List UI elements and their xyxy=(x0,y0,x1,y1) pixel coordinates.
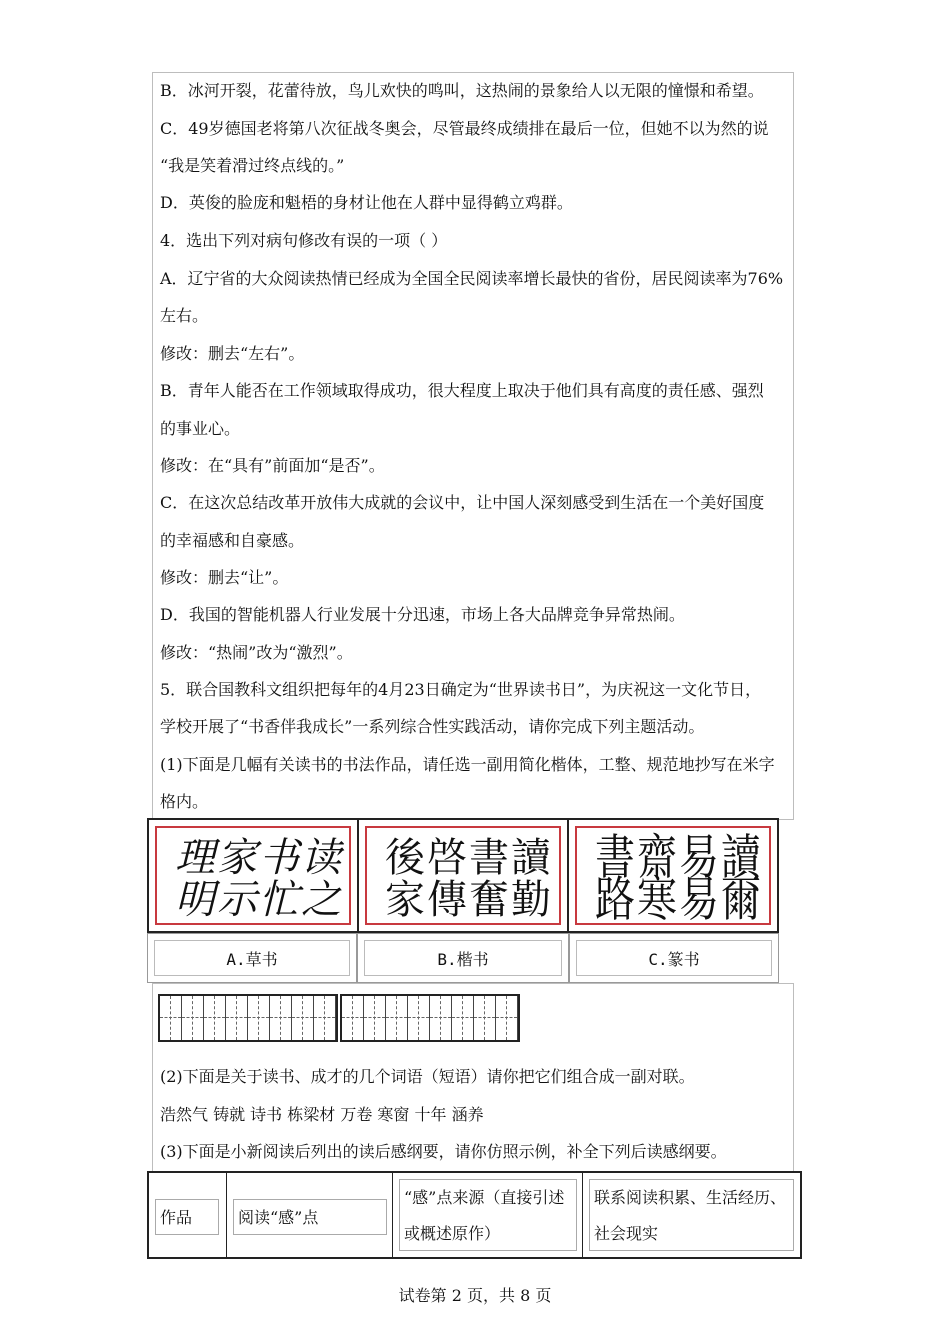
calligraphy-caoshu xyxy=(147,818,359,933)
reading-outline-table xyxy=(147,1171,802,1259)
col-source-line-2: 或概述原作） xyxy=(404,1224,501,1243)
col-connect-line-1: 联系阅读积累、生活经历、 xyxy=(594,1188,787,1207)
option-d-line: D．英俊的脸庞和魁梧的身材让他在人群中显得鹤立鸡群。 xyxy=(160,193,573,212)
q5-part1-cont: 格内。 xyxy=(160,792,209,811)
grid-cell[interactable] xyxy=(270,996,292,1040)
col-source xyxy=(393,1173,583,1257)
q4-option-d: D．我国的智能机器人行业发展十分迅速，市场上各大品牌竞争异常热闹。 xyxy=(160,605,685,624)
question-frame xyxy=(152,72,794,820)
calligraphy-kaishu xyxy=(357,818,569,933)
col-feeling-label: 阅读“感”点 xyxy=(233,1199,387,1235)
grid-cell[interactable] xyxy=(182,996,204,1040)
q4-option-a: A．辽宁省的大众阅读热情已经成为全国全民阅读率增长最快的省份，居民阅读率为76% xyxy=(160,269,784,288)
col-source-box xyxy=(399,1179,577,1251)
col-source-line-1: “感”点来源（直接引述 xyxy=(404,1188,565,1207)
q5-part2: (2)下面是关于读书、成才的几个词语（短语）请你把它们组合成一副对联。 xyxy=(160,1067,695,1086)
question-5-stem-cont: 学校开展了“书香伴我成长”一系列综合性实践活动，请你完成下列主题活动。 xyxy=(160,717,705,736)
grid-cell[interactable] xyxy=(452,996,474,1040)
q4-option-c-fix: 修改：删去“让”。 xyxy=(160,568,289,587)
grid-cell[interactable] xyxy=(226,996,248,1040)
grid-cell[interactable] xyxy=(364,996,386,1040)
zhuanshu-row-1: 書齋易讀 xyxy=(595,830,763,886)
q5-part2-words: 浩然气 铸就 诗书 栋梁材 万卷 寒窗 十年 涵养 xyxy=(160,1105,484,1124)
kaishu-row-1: 後啓書讀 xyxy=(385,835,553,881)
col-feeling xyxy=(227,1173,393,1257)
caption-cell-c xyxy=(569,933,779,983)
kaishu-row-2: 家傳奮勤 xyxy=(385,877,553,923)
grid-cell[interactable] xyxy=(342,996,364,1040)
zhuanshu-artwork xyxy=(575,826,771,928)
col-work xyxy=(149,1173,227,1257)
option-c-line: C．49岁德国老将第八次征战冬奥会，尽管最终成绩排在最后一位，但她不以为然的说 xyxy=(160,119,769,138)
col-connect-line-2: 社会现实 xyxy=(594,1224,659,1243)
writing-grid-left[interactable] xyxy=(158,994,338,1042)
caption-c: C.篆书 xyxy=(576,940,772,976)
caption-cell-a xyxy=(147,933,357,983)
option-c-line-2: “我是笑着滑过终点线的。” xyxy=(160,156,345,175)
grid-cell[interactable] xyxy=(160,996,182,1040)
q4-option-b-fix: 修改：在“具有”前面加“是否”。 xyxy=(160,456,385,475)
grid-cell[interactable] xyxy=(248,996,270,1040)
caption-cell-b xyxy=(357,933,569,983)
writing-grid-right[interactable] xyxy=(340,994,520,1042)
kaishu-artwork xyxy=(365,826,561,925)
caption-a: A.草书 xyxy=(154,940,350,976)
q4-option-b: B．青年人能否在工作领域取得成功，很大程度上取决于他们具有高度的责任感、强烈 xyxy=(160,381,764,400)
q4-option-b-cont: 的事业心。 xyxy=(160,419,241,438)
question-4-stem: 4．选出下列对病句修改有误的一项（ ） xyxy=(160,231,448,250)
question-5-stem: 5．联合国教科文组织把每年的4月23日确定为“世界读书日”，为庆祝这一文化节日， xyxy=(160,680,762,699)
grid-cell[interactable] xyxy=(496,996,518,1040)
caption-b: B.楷书 xyxy=(364,940,562,976)
q4-option-d-fix: 修改：“热闹”改为“激烈”。 xyxy=(160,643,353,662)
calligraphy-table xyxy=(147,818,779,983)
q4-option-a-cont: 左右。 xyxy=(160,306,209,325)
q5-part3: (3)下面是小新阅读后列出的读后感纲要，请你仿照示例，补全下列后读感纲要。 xyxy=(160,1142,727,1161)
q4-option-c: C．在这次总结改革开放伟大成就的会议中，让中国人深刻感受到生活在一个美好国度 xyxy=(160,493,765,512)
q4-option-c-cont: 的幸福感和自豪感。 xyxy=(160,531,305,550)
caoshu-row-1: 理家书读 xyxy=(175,835,343,881)
option-b-line: B．冰河开裂，花蕾待放，鸟儿欢快的鸣叫，这热闹的景象给人以无限的憧憬和希望。 xyxy=(160,81,764,100)
page-footer: 试卷第 2 页，共 8 页 xyxy=(398,1286,552,1305)
q4-option-a-fix: 修改：删去“左右”。 xyxy=(160,344,305,363)
grid-cell[interactable] xyxy=(430,996,452,1040)
grid-cell[interactable] xyxy=(408,996,430,1040)
grid-cell[interactable] xyxy=(474,996,496,1040)
q5-part1: (1)下面是几幅有关读书的书法作品，请任选一副用简化楷体，工整、规范地抄写在米字 xyxy=(160,755,775,774)
zhuanshu-row-2: 路寒易爾 xyxy=(595,872,763,928)
grid-cell[interactable] xyxy=(314,996,336,1040)
grid-cell[interactable] xyxy=(204,996,226,1040)
col-work-label: 作品 xyxy=(155,1199,219,1235)
caoshu-artwork xyxy=(155,826,351,925)
grid-cell[interactable] xyxy=(292,996,314,1040)
col-connect xyxy=(583,1173,800,1257)
col-connect-box xyxy=(589,1179,794,1251)
grid-cell[interactable] xyxy=(386,996,408,1040)
caoshu-row-2: 明示忙之 xyxy=(175,877,343,923)
calligraphy-zhuanshu xyxy=(567,818,779,933)
